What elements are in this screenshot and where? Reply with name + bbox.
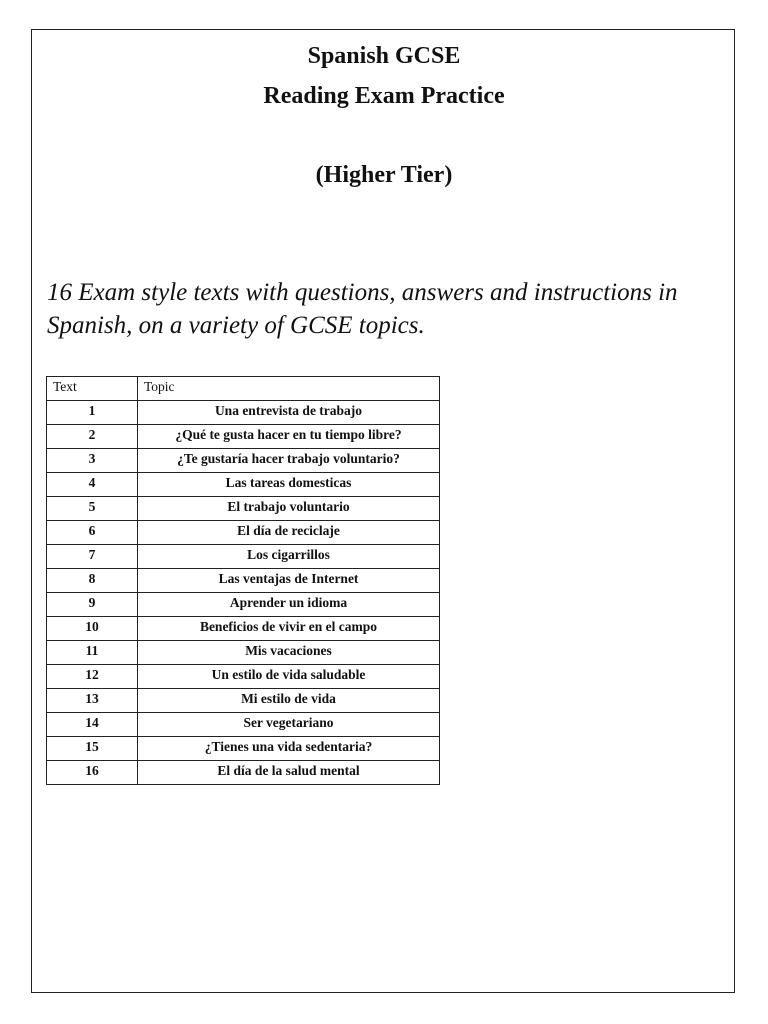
table-row: [47, 737, 440, 761]
row-topic: Una entrevista de trabajo: [138, 401, 440, 425]
table-row: [47, 545, 440, 569]
table-row: [47, 497, 440, 521]
table-row: [47, 401, 440, 425]
row-number: 10: [47, 617, 138, 641]
row-number: 1: [47, 401, 138, 425]
row-number: 15: [47, 737, 138, 761]
table-row: [47, 665, 440, 689]
row-number: 5: [47, 497, 138, 521]
row-topic: Un estilo de vida saludable: [138, 665, 440, 689]
row-topic: El trabajo voluntario: [138, 497, 440, 521]
row-number: 16: [47, 761, 138, 785]
document-subtitle: Reading Exam Practice: [263, 83, 505, 109]
table-row: [47, 593, 440, 617]
row-number: 14: [47, 713, 138, 737]
table-header-row: [47, 377, 440, 401]
row-topic: Las ventajas de Internet: [138, 569, 440, 593]
row-number: 9: [47, 593, 138, 617]
table-row: [47, 449, 440, 473]
table-row: [47, 473, 440, 497]
row-number: 6: [47, 521, 138, 545]
row-topic: ¿Tienes una vida sedentaria?: [138, 737, 440, 761]
table-row: [47, 569, 440, 593]
row-topic: Mi estilo de vida: [138, 689, 440, 713]
table-row: [47, 521, 440, 545]
row-number: 7: [47, 545, 138, 569]
row-topic: Las tareas domesticas: [138, 473, 440, 497]
topics-table: [46, 376, 440, 785]
row-topic: Aprender un idioma: [138, 593, 440, 617]
row-topic: El día de la salud mental: [138, 761, 440, 785]
header-topic: Topic: [138, 377, 440, 401]
row-topic: ¿Qué te gusta hacer en tu tiempo libre?: [138, 425, 440, 449]
intro-text: 16 Exam style texts with questions, answers and instructions in Spanish, on a variety of GCSE topics.: [47, 279, 678, 339]
row-number: 12: [47, 665, 138, 689]
row-topic: Mis vacaciones: [138, 641, 440, 665]
header-text: Text: [47, 377, 138, 401]
table-row: [47, 425, 440, 449]
table-row: [47, 617, 440, 641]
row-number: 13: [47, 689, 138, 713]
row-number: 3: [47, 449, 138, 473]
document-title: Spanish GCSE: [307, 43, 461, 69]
table-row: [47, 761, 440, 785]
row-number: 8: [47, 569, 138, 593]
document-tier: (Higher Tier): [315, 162, 453, 188]
table-row: [47, 713, 440, 737]
row-topic: Ser vegetariano: [138, 713, 440, 737]
row-topic: Los cigarrillos: [138, 545, 440, 569]
table-row: [47, 641, 440, 665]
row-number: 4: [47, 473, 138, 497]
row-topic: Beneficios de vivir en el campo: [138, 617, 440, 641]
row-number: 2: [47, 425, 138, 449]
row-number: 11: [47, 641, 138, 665]
row-topic: El día de reciclaje: [138, 521, 440, 545]
row-topic: ¿Te gustaría hacer trabajo voluntario?: [138, 449, 440, 473]
table-row: [47, 689, 440, 713]
